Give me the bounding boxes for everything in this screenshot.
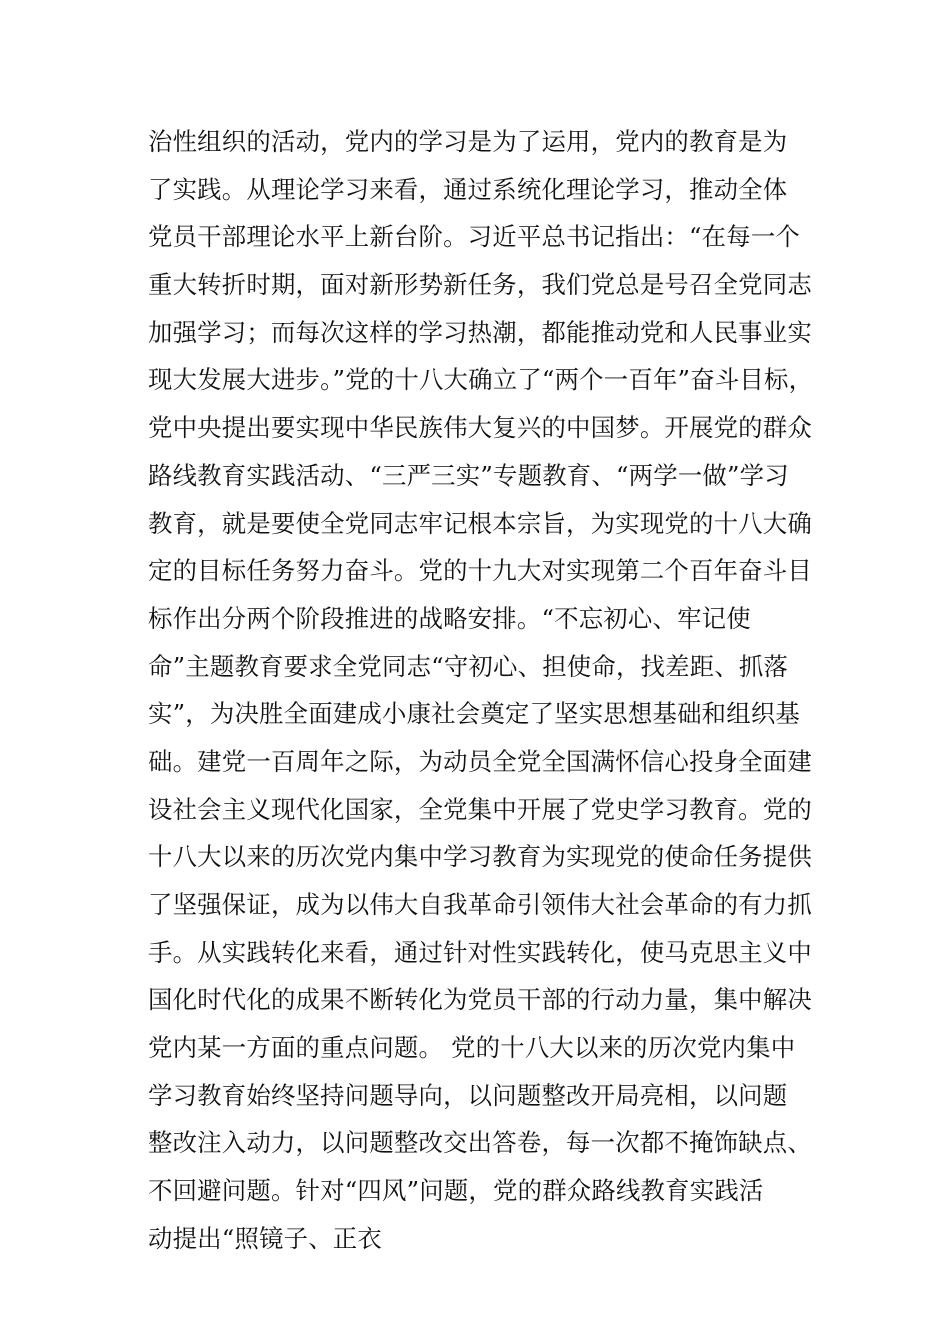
text-line: 动提出“照镜子、正衣 <box>148 1223 382 1253</box>
text-line: 设社会主义现代化国家，全党集中开展了党史学习教育。党的 <box>148 794 812 824</box>
text-line: 治性组织的活动，党内的学习是为了运用，党内的教育是为 <box>148 127 788 156</box>
text-line: 标作出分两个阶段推进的战略安排。“不忘初心、牢记使 <box>148 603 751 633</box>
text-line: 国化时代化的成果不断转化为党员干部的行动力量，集中解决 <box>148 985 812 1015</box>
text-line: 础。建党一百周年之际，为动员全党全国满怀信心投身全面建 <box>148 746 812 776</box>
text-line: 现大发展大进步。”党的十八大确立了“两个一百年”奋斗目标， <box>148 365 814 395</box>
text-line: 教育，就是要使全党同志牢记根本宗旨，为实现党的十八大确 <box>148 508 812 538</box>
text-line: 定的目标任务努力奋斗。党的十九大对实现第二个百年奋斗目 <box>148 556 812 586</box>
text-line: 党员干部理论水平上新台阶。习近平总书记指出：“在每一个 <box>148 222 801 252</box>
text-line: 党中央提出要实现中华民族伟大复兴的中国梦。开展党的群众 <box>148 413 812 443</box>
text-line: 整改注入动力，以问题整改交出答卷，每一次都不掩饰缺点、 <box>148 1128 812 1158</box>
text-line: 党内某一方面的重点问题。 党的十八大以来的历次党内集中 <box>148 1033 796 1063</box>
text-line: 加强学习；而每次这样的学习热潮，都能推动党和人民事业实 <box>148 317 812 347</box>
body-paragraph <box>148 118 848 1263</box>
text-line: 重大转折时期，面对新形势新任务，我们党总是号召全党同志 <box>148 270 812 300</box>
text-line: 不回避问题。针对“四风”问题，党的群众路线教育实践活 <box>148 1176 764 1206</box>
text-line: 了实践。从理论学习来看，通过系统化理论学习，推动全体 <box>148 174 788 204</box>
text-line: 路线教育实践活动、“三严三实”专题教育、“两学一做”学习 <box>148 460 789 490</box>
text-line: 命”主题教育要求全党同志“守初心、担使命，找差距、抓落 <box>148 651 789 681</box>
text-line: 学习教育始终坚持问题导向，以问题整改开局亮相，以问题 <box>148 1080 788 1110</box>
text-line: 手。从实践转化来看，通过针对性实践转化，使马克思主义中 <box>148 937 812 967</box>
text-line: 了坚强保证，成为以伟大自我革命引领伟大社会革命的有力抓 <box>148 890 812 919</box>
text-line: 十八大以来的历次党内集中学习教育为实现党的使命任务提供 <box>148 842 812 872</box>
text-line: 实”，为决胜全面建成小康社会奠定了坚实思想基础和组织基 <box>148 699 801 729</box>
